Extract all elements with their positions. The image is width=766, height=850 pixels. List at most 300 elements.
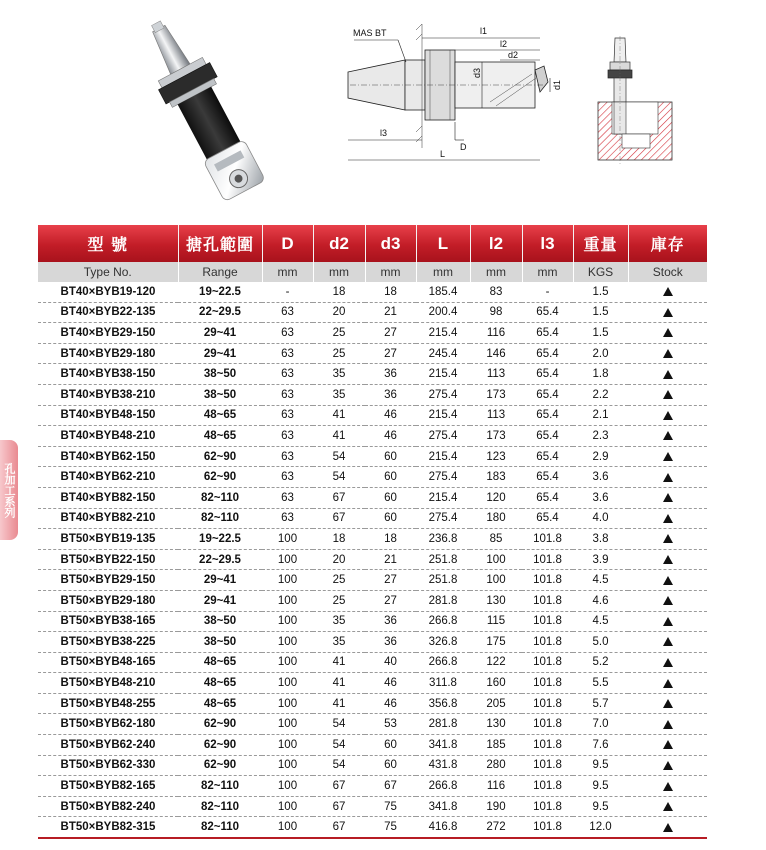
triangle-up-icon — [663, 534, 673, 543]
cell-l2: 175 — [470, 632, 522, 653]
triangle-up-icon — [663, 287, 673, 296]
header-weight: 重量 — [573, 225, 628, 262]
cell-D: 100 — [262, 817, 313, 838]
triangle-up-icon — [663, 637, 673, 646]
cell-range: 29~41 — [178, 590, 262, 611]
triangle-up-icon — [663, 555, 673, 564]
cell-d3: 46 — [365, 673, 416, 694]
cell-model: BT50×BYB48-255 — [38, 693, 178, 714]
table-row — [38, 755, 707, 776]
cell-stock — [628, 529, 707, 550]
cell-range: 82~110 — [178, 796, 262, 817]
cell-d3: 60 — [365, 446, 416, 467]
cell-D: 100 — [262, 714, 313, 735]
cell-l2: 146 — [470, 343, 522, 364]
table-row — [38, 446, 707, 467]
cell-l3: 101.8 — [522, 693, 573, 714]
cell-l2: 113 — [470, 364, 522, 385]
cell-range: 48~65 — [178, 426, 262, 447]
l2-label: l2 — [500, 39, 508, 49]
cell-range: 62~90 — [178, 755, 262, 776]
cell-model: BT40×BYB62-210 — [38, 467, 178, 488]
cell-stock — [628, 467, 707, 488]
cell-model: BT40×BYB29-180 — [38, 343, 178, 364]
cell-d3: 60 — [365, 487, 416, 508]
cell-d2: 54 — [313, 755, 365, 776]
cell-d2: 41 — [313, 426, 365, 447]
cell-model: BT40×BYB19-120 — [38, 282, 178, 302]
unit-stock: Stock — [628, 262, 707, 282]
cell-range: 82~110 — [178, 817, 262, 838]
triangle-up-icon — [663, 411, 673, 420]
cell-l3: 65.4 — [522, 384, 573, 405]
cell-l2: 190 — [470, 796, 522, 817]
cell-L: 341.8 — [416, 735, 470, 756]
cell-weight: 5.7 — [573, 693, 628, 714]
cell-weight: 1.5 — [573, 302, 628, 323]
cell-range: 48~65 — [178, 693, 262, 714]
cell-d2: 54 — [313, 735, 365, 756]
cell-d3: 46 — [365, 426, 416, 447]
cell-model: BT50×BYB82-240 — [38, 796, 178, 817]
D-label: D — [460, 142, 467, 152]
cell-weight: 7.6 — [573, 735, 628, 756]
cell-d2: 25 — [313, 590, 365, 611]
header-stock: 庫存 — [628, 225, 707, 262]
table-row — [38, 529, 707, 550]
cell-L: 275.4 — [416, 467, 470, 488]
cell-range: 38~50 — [178, 384, 262, 405]
table-row — [38, 590, 707, 611]
triangle-up-icon — [663, 473, 673, 482]
cell-stock — [628, 632, 707, 653]
cell-d3: 46 — [365, 693, 416, 714]
cell-d2: 35 — [313, 364, 365, 385]
header-row — [38, 225, 707, 262]
cell-model: BT50×BYB29-180 — [38, 590, 178, 611]
boring-head-photo — [118, 8, 318, 208]
mas-bt-label: MAS BT — [353, 28, 387, 38]
cell-l3: - — [522, 282, 573, 302]
cell-stock — [628, 714, 707, 735]
cell-l2: 120 — [470, 487, 522, 508]
cell-D: 63 — [262, 446, 313, 467]
cell-range: 19~22.5 — [178, 282, 262, 302]
cell-model: BT50×BYB48-165 — [38, 652, 178, 673]
cell-l2: 116 — [470, 323, 522, 344]
header-d3: d3 — [365, 225, 416, 262]
cell-model: BT50×BYB62-240 — [38, 735, 178, 756]
cell-d2: 67 — [313, 817, 365, 838]
cell-L: 431.8 — [416, 755, 470, 776]
cell-stock — [628, 652, 707, 673]
cell-weight: 3.8 — [573, 529, 628, 550]
cell-d2: 20 — [313, 549, 365, 570]
cell-d2: 25 — [313, 323, 365, 344]
cell-l3: 101.8 — [522, 590, 573, 611]
cell-d3: 36 — [365, 384, 416, 405]
cell-L: 215.4 — [416, 323, 470, 344]
cell-model: BT40×BYB48-210 — [38, 426, 178, 447]
cell-D: 100 — [262, 549, 313, 570]
cell-model: BT40×BYB82-210 — [38, 508, 178, 529]
cell-weight: 2.1 — [573, 405, 628, 426]
triangle-up-icon — [663, 782, 673, 791]
triangle-up-icon — [663, 328, 673, 337]
cell-l3: 101.8 — [522, 817, 573, 838]
cell-D: 63 — [262, 426, 313, 447]
table-row — [38, 632, 707, 653]
triangle-up-icon — [663, 349, 673, 358]
cell-range: 82~110 — [178, 508, 262, 529]
cell-model: BT50×BYB22-150 — [38, 549, 178, 570]
cell-weight: 4.5 — [573, 611, 628, 632]
cell-model: BT50×BYB82-165 — [38, 776, 178, 797]
cell-stock — [628, 426, 707, 447]
cell-range: 29~41 — [178, 570, 262, 591]
cell-weight: 9.5 — [573, 755, 628, 776]
cell-D: 63 — [262, 323, 313, 344]
cell-d3: 27 — [365, 323, 416, 344]
triangle-up-icon — [663, 740, 673, 749]
unit-l2: mm — [470, 262, 522, 282]
cell-weight: 2.3 — [573, 426, 628, 447]
cell-D: 100 — [262, 652, 313, 673]
cell-weight: 1.5 — [573, 323, 628, 344]
cell-D: 100 — [262, 796, 313, 817]
triangle-up-icon — [663, 576, 673, 585]
cell-D: 63 — [262, 508, 313, 529]
table-row — [38, 302, 707, 323]
cell-d3: 27 — [365, 343, 416, 364]
cell-range: 22~29.5 — [178, 549, 262, 570]
l1-label: l1 — [480, 26, 488, 36]
cell-L: 251.8 — [416, 549, 470, 570]
cell-d3: 75 — [365, 796, 416, 817]
cell-l3: 65.4 — [522, 323, 573, 344]
cell-d3: 21 — [365, 549, 416, 570]
cell-L: 416.8 — [416, 817, 470, 838]
triangle-up-icon — [663, 596, 673, 605]
cell-l3: 65.4 — [522, 405, 573, 426]
cell-l2: 116 — [470, 776, 522, 797]
cell-stock — [628, 405, 707, 426]
cell-D: 63 — [262, 384, 313, 405]
cell-L: 275.4 — [416, 508, 470, 529]
cell-range: 62~90 — [178, 446, 262, 467]
cell-l2: 180 — [470, 508, 522, 529]
cell-d3: 75 — [365, 817, 416, 838]
cell-weight: 1.8 — [573, 364, 628, 385]
cell-d2: 35 — [313, 611, 365, 632]
cell-L: 326.8 — [416, 632, 470, 653]
cell-weight: 2.0 — [573, 343, 628, 364]
triangle-up-icon — [663, 431, 673, 440]
cell-l2: 115 — [470, 611, 522, 632]
cell-d2: 41 — [313, 693, 365, 714]
d1-label: d1 — [552, 79, 562, 90]
cell-model: BT40×BYB22-135 — [38, 302, 178, 323]
cell-stock — [628, 590, 707, 611]
cell-l3: 101.8 — [522, 611, 573, 632]
cell-L: 281.8 — [416, 590, 470, 611]
cell-D: 100 — [262, 693, 313, 714]
cell-L: 236.8 — [416, 529, 470, 550]
cell-l3: 101.8 — [522, 776, 573, 797]
cell-l3: 65.4 — [522, 343, 573, 364]
triangle-up-icon — [663, 514, 673, 523]
cell-D: 100 — [262, 755, 313, 776]
cell-weight: 4.5 — [573, 570, 628, 591]
cell-weight: 12.0 — [573, 817, 628, 838]
cell-l2: 83 — [470, 282, 522, 302]
cell-d2: 35 — [313, 384, 365, 405]
cell-D: 100 — [262, 673, 313, 694]
unit-model: Type No. — [38, 262, 178, 282]
cell-range: 22~29.5 — [178, 302, 262, 323]
cell-d2: 18 — [313, 529, 365, 550]
cell-d3: 46 — [365, 405, 416, 426]
cell-D: 100 — [262, 590, 313, 611]
table-row — [38, 735, 707, 756]
cell-model: BT50×BYB48-210 — [38, 673, 178, 694]
cell-range: 48~65 — [178, 673, 262, 694]
cell-l2: 173 — [470, 384, 522, 405]
cell-d3: 36 — [365, 364, 416, 385]
cell-d2: 54 — [313, 446, 365, 467]
cell-range: 48~65 — [178, 405, 262, 426]
cell-L: 266.8 — [416, 652, 470, 673]
header-D: D — [262, 225, 313, 262]
cell-weight: 3.9 — [573, 549, 628, 570]
cell-range: 82~110 — [178, 776, 262, 797]
cell-stock — [628, 282, 707, 302]
table-row — [38, 776, 707, 797]
unit-range: Range — [178, 262, 262, 282]
cell-d3: 60 — [365, 755, 416, 776]
cell-D: 100 — [262, 776, 313, 797]
d2-label: d2 — [508, 50, 519, 60]
cell-L: 275.4 — [416, 384, 470, 405]
cell-model: BT40×BYB48-150 — [38, 405, 178, 426]
triangle-up-icon — [663, 452, 673, 461]
cell-D: 100 — [262, 735, 313, 756]
cell-l2: 113 — [470, 405, 522, 426]
table-row — [38, 796, 707, 817]
table-row — [38, 652, 707, 673]
unit-weight: KGS — [573, 262, 628, 282]
cell-d3: 60 — [365, 735, 416, 756]
cell-l2: 85 — [470, 529, 522, 550]
header-range: 搪孔範圍 — [178, 225, 262, 262]
table-row — [38, 426, 707, 447]
cell-d3: 60 — [365, 467, 416, 488]
cell-d2: 20 — [313, 302, 365, 323]
cell-stock — [628, 796, 707, 817]
cell-range: 38~50 — [178, 632, 262, 653]
cell-d2: 35 — [313, 632, 365, 653]
cell-D: 100 — [262, 529, 313, 550]
cell-L: 185.4 — [416, 282, 470, 302]
cell-D: 63 — [262, 302, 313, 323]
cell-model: BT40×BYB38-150 — [38, 364, 178, 385]
cell-l2: 100 — [470, 570, 522, 591]
cell-d2: 41 — [313, 652, 365, 673]
cell-weight: 4.6 — [573, 590, 628, 611]
cell-L: 200.4 — [416, 302, 470, 323]
header-l2: l2 — [470, 225, 522, 262]
cell-L: 275.4 — [416, 426, 470, 447]
cell-range: 38~50 — [178, 364, 262, 385]
cell-weight: 9.5 — [573, 776, 628, 797]
cell-range: 48~65 — [178, 652, 262, 673]
cell-model: BT50×BYB38-165 — [38, 611, 178, 632]
l3-label: l3 — [380, 128, 388, 138]
cell-weight: 4.0 — [573, 508, 628, 529]
cell-model: BT40×BYB38-210 — [38, 384, 178, 405]
cell-l2: 205 — [470, 693, 522, 714]
cell-L: 266.8 — [416, 611, 470, 632]
cell-l2: 173 — [470, 426, 522, 447]
cell-l3: 65.4 — [522, 467, 573, 488]
cell-l2: 185 — [470, 735, 522, 756]
cell-L: 215.4 — [416, 446, 470, 467]
cell-D: 100 — [262, 632, 313, 653]
cell-range: 62~90 — [178, 467, 262, 488]
cell-stock — [628, 364, 707, 385]
triangle-up-icon — [663, 802, 673, 811]
table-row — [38, 673, 707, 694]
cell-D: 100 — [262, 570, 313, 591]
cell-range: 62~90 — [178, 735, 262, 756]
cell-d2: 18 — [313, 282, 365, 302]
table-row — [38, 817, 707, 838]
cell-model: BT50×BYB29-150 — [38, 570, 178, 591]
cell-stock — [628, 693, 707, 714]
cell-model: BT50×BYB62-180 — [38, 714, 178, 735]
cell-range: 82~110 — [178, 487, 262, 508]
table-row — [38, 405, 707, 426]
unit-d2: mm — [313, 262, 365, 282]
cell-d3: 60 — [365, 508, 416, 529]
L-label: L — [440, 149, 446, 159]
cell-l2: 130 — [470, 714, 522, 735]
cell-L: 251.8 — [416, 570, 470, 591]
cell-L: 215.4 — [416, 405, 470, 426]
table-row — [38, 467, 707, 488]
cell-weight: 5.0 — [573, 632, 628, 653]
cell-l2: 160 — [470, 673, 522, 694]
cell-l3: 101.8 — [522, 714, 573, 735]
cell-model: BT50×BYB19-135 — [38, 529, 178, 550]
cell-l2: 280 — [470, 755, 522, 776]
cell-l3: 101.8 — [522, 735, 573, 756]
cell-l2: 130 — [470, 590, 522, 611]
cell-l3: 65.4 — [522, 508, 573, 529]
cell-range: 38~50 — [178, 611, 262, 632]
section-view-drawing — [588, 36, 688, 166]
cell-D: 63 — [262, 467, 313, 488]
header-l3: l3 — [522, 225, 573, 262]
cell-weight: 2.9 — [573, 446, 628, 467]
unit-row — [38, 262, 707, 282]
triangle-up-icon — [663, 823, 673, 832]
cell-d3: 67 — [365, 776, 416, 797]
table-row — [38, 384, 707, 405]
table-row — [38, 570, 707, 591]
cell-d3: 18 — [365, 282, 416, 302]
table-row — [38, 508, 707, 529]
cell-D: 100 — [262, 611, 313, 632]
cell-weight: 2.2 — [573, 384, 628, 405]
cell-d2: 41 — [313, 405, 365, 426]
cell-d2: 54 — [313, 467, 365, 488]
cell-weight: 1.5 — [573, 282, 628, 302]
triangle-up-icon — [663, 699, 673, 708]
cell-model: BT40×BYB82-150 — [38, 487, 178, 508]
cell-l2: 98 — [470, 302, 522, 323]
cell-stock — [628, 611, 707, 632]
cell-stock — [628, 323, 707, 344]
cell-d2: 67 — [313, 796, 365, 817]
cell-D: 63 — [262, 364, 313, 385]
cell-d3: 27 — [365, 590, 416, 611]
cell-d3: 27 — [365, 570, 416, 591]
cell-stock — [628, 817, 707, 838]
triangle-up-icon — [663, 390, 673, 399]
cell-L: 311.8 — [416, 673, 470, 694]
cell-range: 29~41 — [178, 323, 262, 344]
table-row — [38, 487, 707, 508]
cell-range: 19~22.5 — [178, 529, 262, 550]
cell-l3: 101.8 — [522, 652, 573, 673]
triangle-up-icon — [663, 308, 673, 317]
cell-d3: 53 — [365, 714, 416, 735]
cell-l3: 101.8 — [522, 529, 573, 550]
cell-l3: 65.4 — [522, 487, 573, 508]
cell-stock — [628, 755, 707, 776]
triangle-up-icon — [663, 658, 673, 667]
cell-weight: 3.6 — [573, 487, 628, 508]
table-row — [38, 364, 707, 385]
header-L: L — [416, 225, 470, 262]
cell-D: 63 — [262, 405, 313, 426]
cell-l3: 101.8 — [522, 796, 573, 817]
cell-d2: 25 — [313, 570, 365, 591]
illustrations — [0, 0, 766, 215]
triangle-up-icon — [663, 493, 673, 502]
unit-D: mm — [262, 262, 313, 282]
cell-model: BT50×BYB62-330 — [38, 755, 178, 776]
triangle-up-icon — [663, 761, 673, 770]
cell-l3: 65.4 — [522, 446, 573, 467]
cell-D: - — [262, 282, 313, 302]
cell-weight: 7.0 — [573, 714, 628, 735]
unit-d3: mm — [365, 262, 416, 282]
cell-model: BT50×BYB82-315 — [38, 817, 178, 838]
triangle-up-icon — [663, 617, 673, 626]
cell-L: 245.4 — [416, 343, 470, 364]
side-tab-label: 孔加工系列 — [3, 462, 16, 518]
cell-l2: 183 — [470, 467, 522, 488]
cell-l3: 101.8 — [522, 549, 573, 570]
table-row — [38, 282, 707, 302]
triangle-up-icon — [663, 720, 673, 729]
cell-stock — [628, 343, 707, 364]
cell-d3: 36 — [365, 611, 416, 632]
cell-stock — [628, 549, 707, 570]
header-d2: d2 — [313, 225, 365, 262]
